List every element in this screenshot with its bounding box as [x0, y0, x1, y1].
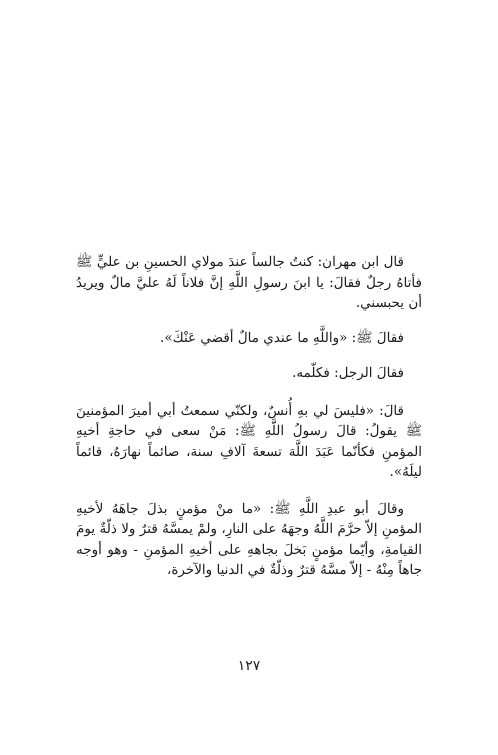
page-number: ١٢٧: [237, 658, 261, 674]
paragraph-ibn-mihran: قال ابن مهران: كنتُ جالساً عندَ مولاي الحسينِ بن عليٍّ ﷺ فأتاهُ رجلٌ فقالَ: يا ابنَ رسولِ اللَّهِ إنَّ فلاناً لَهُ عليَّ مالٌ ويريدُ أن يحبسني.: [76, 254, 422, 311]
paragraph-abu-abdillah: وقالَ أبو عبدِ اللَّهِ ﷺ: «ما منْ مؤمنٍ بذلَ جاهَهُ لأخيهِ المؤمنِ إلاّ حرَّمَ اللَّهُ وجهَهُ على النارِ، ولمْ يمسَّهُ قترٌ ولا ذلّةٌ يومَ القيامةِ، وأيّما مؤمنٍ بَخلَ بجاههِ على أخيهِ المؤمنِ - وهو أوجه جاهاً مِنْهُ - إلاّ مسَّهُ قترٌ وذلّةٌ في الدنيا والآخرة،: [76, 500, 422, 578]
paragraph-imam-reply: فقالَ ﷺ: «واللَّهِ ما عندي مالٌ أقضي عَنْكَ».: [160, 329, 404, 346]
paragraph-man-request: فقالَ الرجل: فكلّمه.: [292, 365, 404, 381]
paragraph-hadith-prophet: قالَ: «فليسَ لي بهِ أُنسٌ، ولكنّي سمعتُ أبي أميرَ المؤمنينَ ﷺ يقولُ: قالَ رسولُ اللَّهِ ﷺ: مَنْ سعى في حاجةِ أخيهِ المؤمنِ فكأنّما عَبَدَ اللَّهَ تسعةَ آلافِ سنة، صائماً نهارَهُ، قائماً ليلَهُ».: [76, 402, 422, 480]
body-text: [76, 252, 422, 581]
